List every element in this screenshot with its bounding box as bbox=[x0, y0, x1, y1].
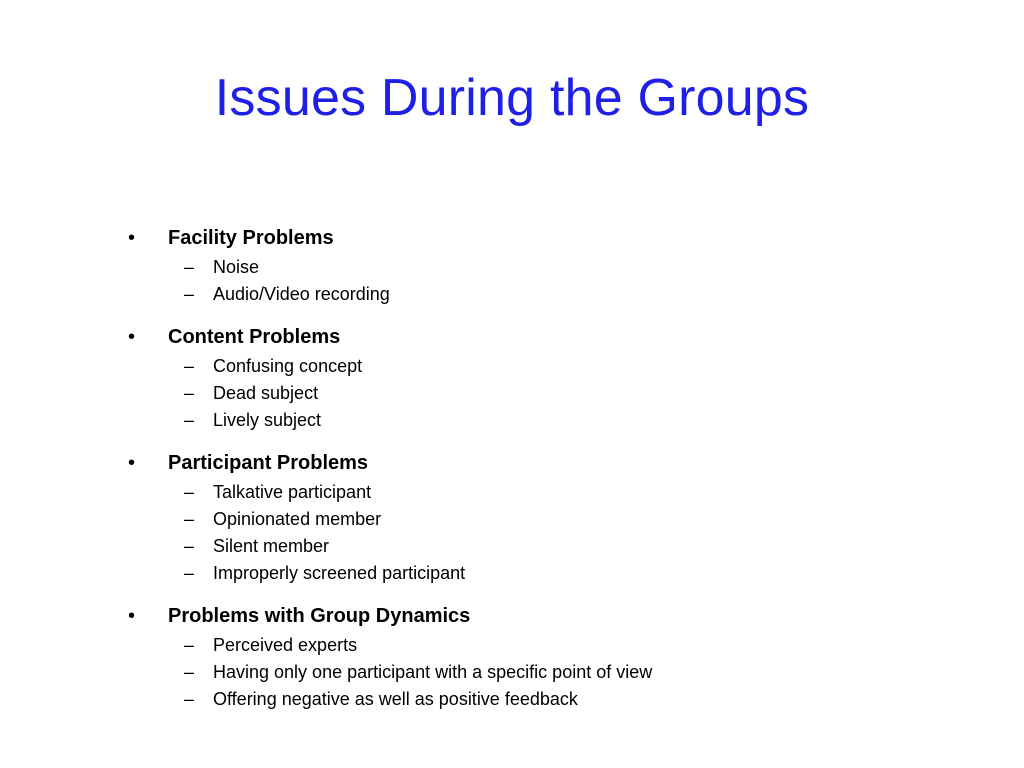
bullet-item bbox=[128, 222, 948, 254]
dash-icon: – bbox=[184, 356, 195, 376]
sub-item-text: Noise bbox=[213, 257, 260, 277]
dash-icon: – bbox=[184, 536, 195, 556]
bullet-item bbox=[128, 321, 948, 353]
dash-icon: – bbox=[184, 635, 195, 655]
bullet-list bbox=[128, 222, 948, 726]
dash-icon: – bbox=[184, 284, 195, 304]
bullet-heading: Problems with Group Dynamics bbox=[168, 605, 471, 627]
bullet-icon: • bbox=[128, 227, 136, 249]
sub-item bbox=[128, 479, 948, 506]
sub-item bbox=[128, 353, 948, 380]
sub-item bbox=[128, 560, 948, 587]
bullet-heading: Content Problems bbox=[168, 326, 341, 348]
bullet-icon: • bbox=[128, 452, 136, 474]
section-group-dynamics bbox=[128, 600, 948, 713]
sub-item bbox=[128, 659, 948, 686]
sub-item bbox=[128, 533, 948, 560]
section-participant-problems bbox=[128, 447, 948, 587]
sub-item-text: Confusing concept bbox=[213, 356, 363, 376]
dash-icon: – bbox=[184, 257, 195, 277]
dash-icon: – bbox=[184, 482, 195, 502]
sub-item-text: Audio/Video recording bbox=[213, 284, 390, 304]
sub-item-text: Perceived experts bbox=[213, 635, 358, 655]
sub-item-text: Having only one participant with a specific point of view bbox=[213, 662, 653, 682]
sub-item bbox=[128, 632, 948, 659]
bullet-heading: Participant Problems bbox=[168, 452, 369, 474]
bullet-heading: Facility Problems bbox=[168, 227, 334, 249]
dash-icon: – bbox=[184, 662, 195, 682]
sub-item bbox=[128, 407, 948, 434]
sub-item bbox=[128, 380, 948, 407]
section-content-problems bbox=[128, 321, 948, 434]
dash-icon: – bbox=[184, 509, 195, 529]
sub-item bbox=[128, 506, 948, 533]
dash-icon: – bbox=[184, 383, 195, 403]
sub-item bbox=[128, 254, 948, 281]
sub-item-text: Improperly screened participant bbox=[213, 563, 466, 583]
section-facility-problems bbox=[128, 222, 948, 308]
sub-item bbox=[128, 281, 948, 308]
dash-icon: – bbox=[184, 563, 195, 583]
sub-item-text: Silent member bbox=[213, 536, 330, 556]
sub-item bbox=[128, 686, 948, 713]
sub-item-text: Lively subject bbox=[213, 410, 322, 430]
bullet-icon: • bbox=[128, 605, 136, 627]
slide-title: Issues During the Groups bbox=[214, 69, 810, 127]
sub-item-text: Dead subject bbox=[213, 383, 319, 403]
bullet-item bbox=[128, 600, 948, 632]
sub-item-text: Offering negative as well as positive feedback bbox=[213, 689, 578, 709]
sub-item-text: Talkative participant bbox=[213, 482, 372, 502]
sub-item-text: Opinionated member bbox=[213, 509, 382, 529]
bullet-item bbox=[128, 447, 948, 479]
dash-icon: – bbox=[184, 410, 195, 430]
bullet-icon: • bbox=[128, 326, 136, 348]
dash-icon: – bbox=[184, 689, 195, 709]
